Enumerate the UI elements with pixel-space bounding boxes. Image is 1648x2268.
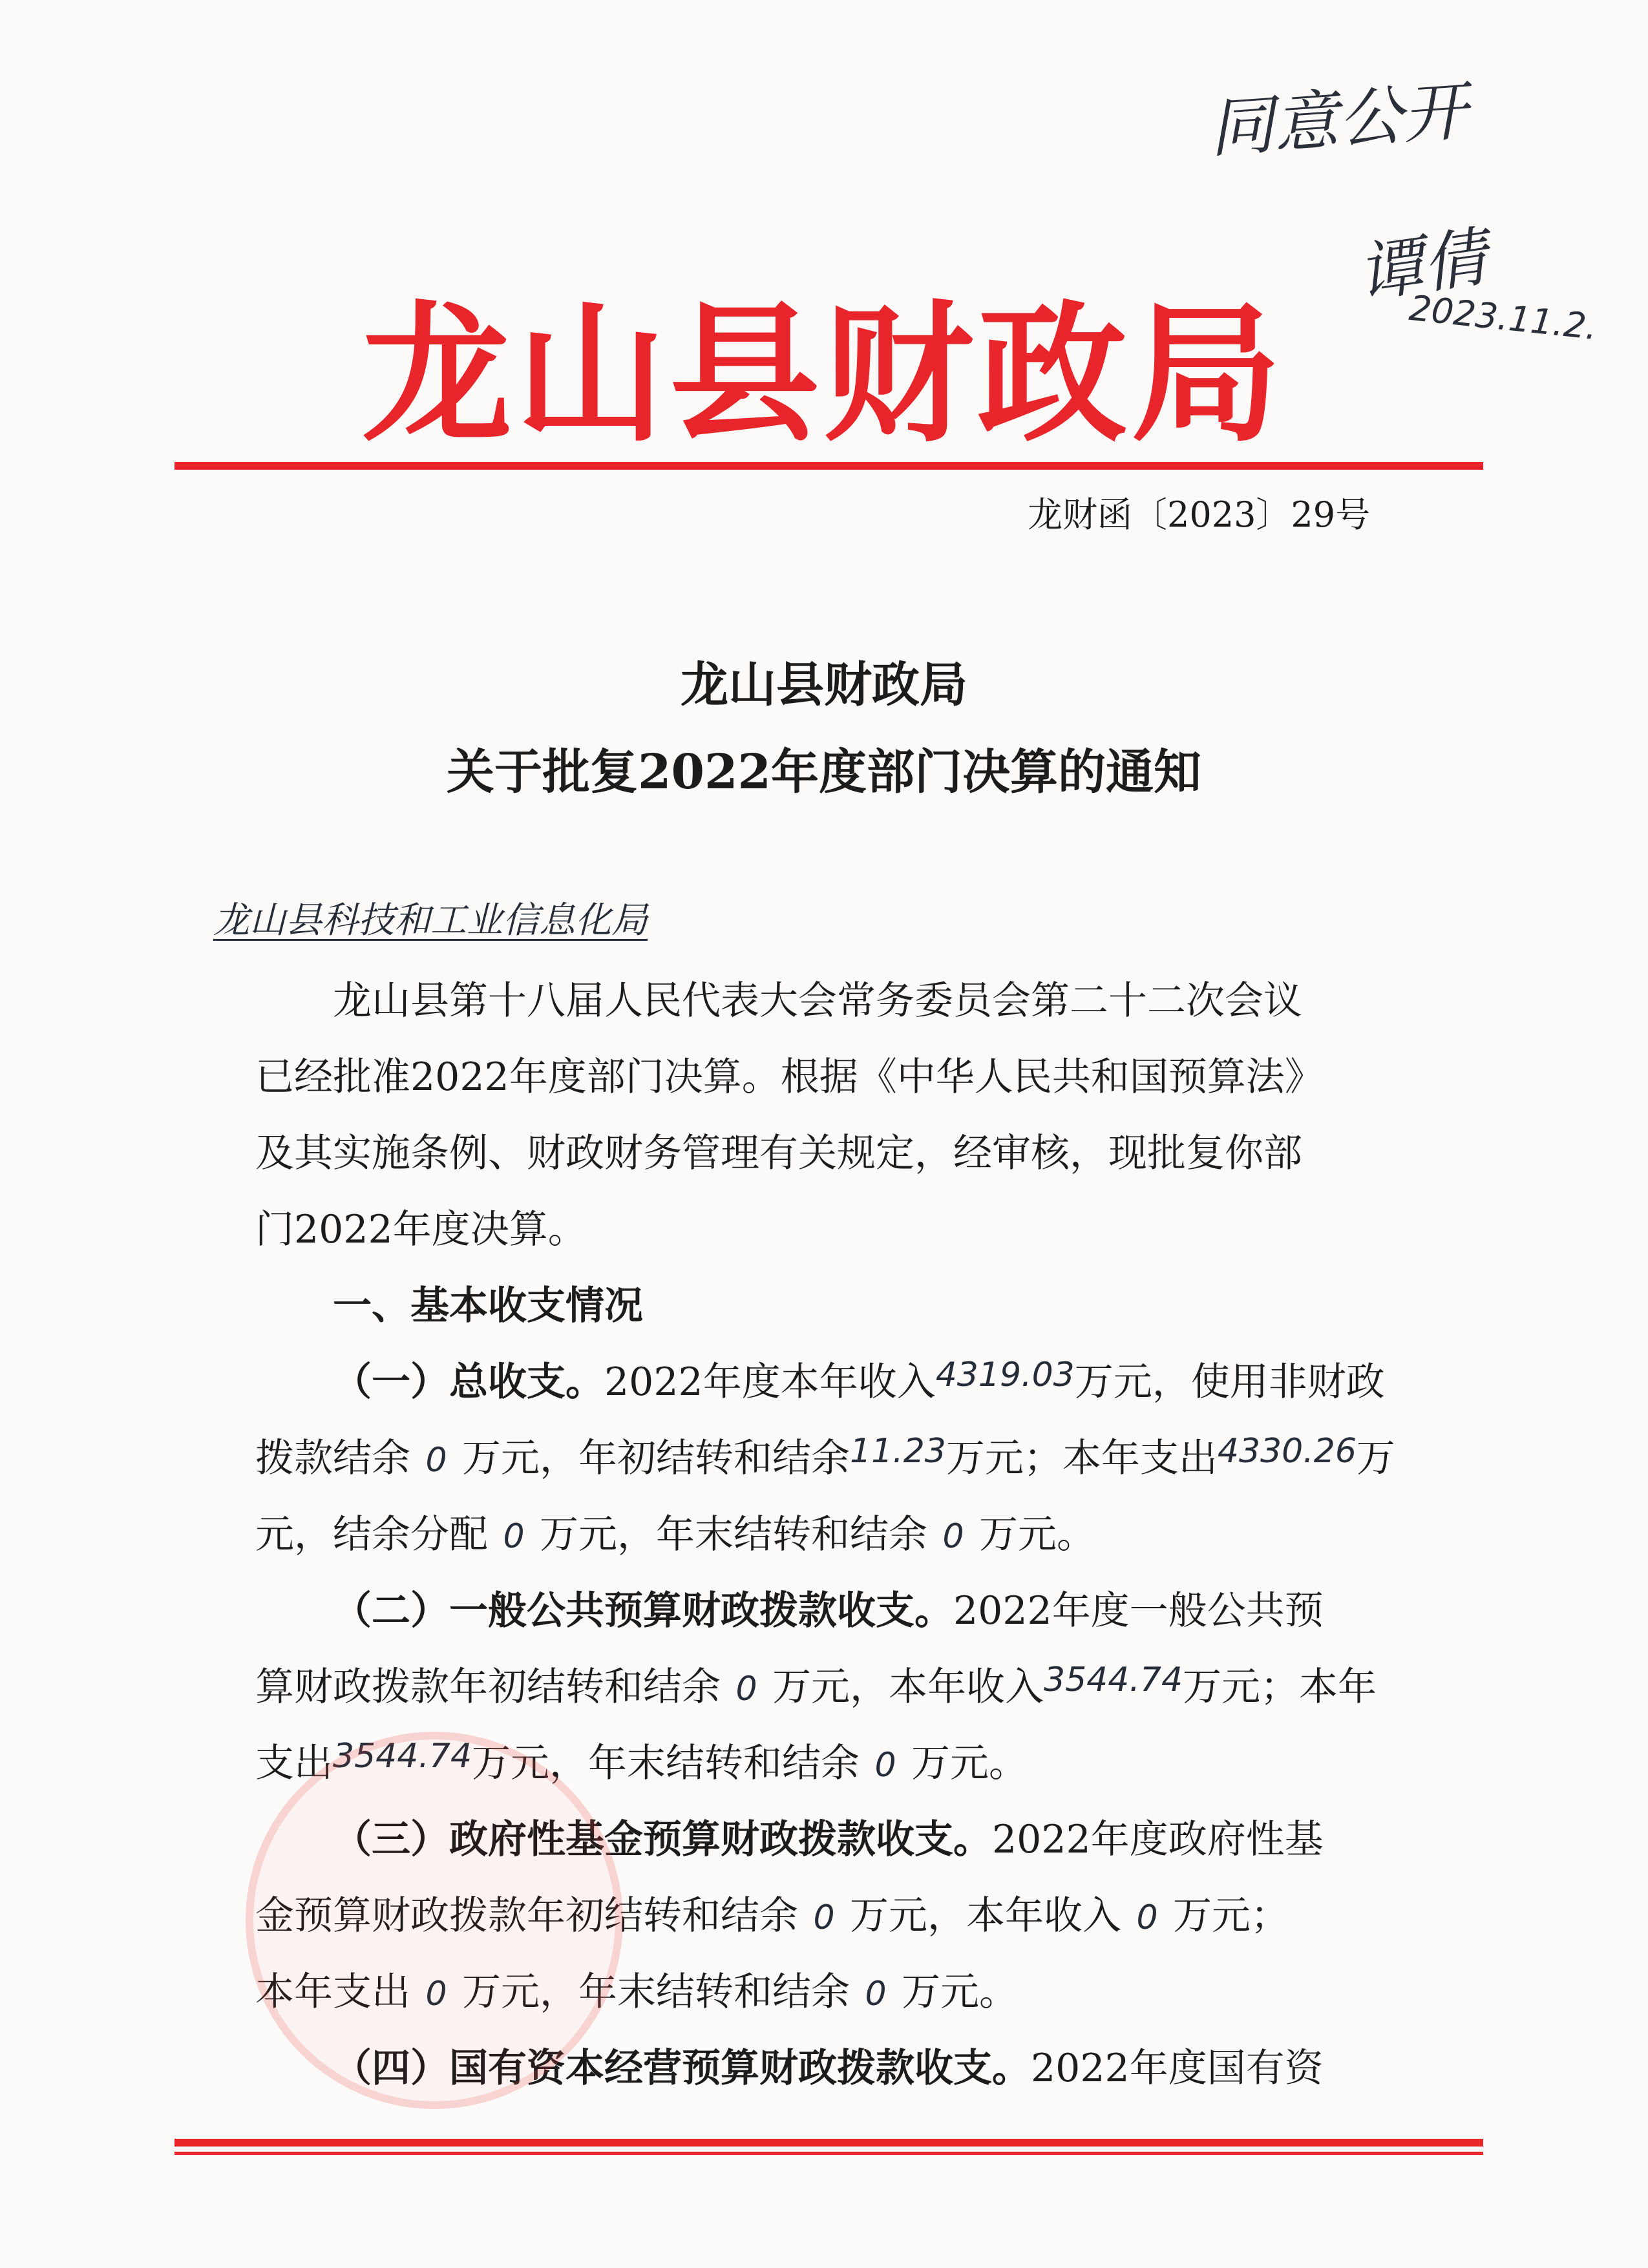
p4-label: （四）国有资本经营预算财政拨款收支。 [333, 2046, 1031, 2091]
p3-label: （三）政府性基金预算财政拨款收支。 [333, 1817, 992, 1862]
p1-line-1: （一）总收支。2022年度本年收入4319.03万元，使用非财政 [333, 1344, 1516, 1422]
p4-line-1: （四）国有资本经营预算财政拨款收支。2022年度国有资 [333, 2046, 1324, 2091]
p2-opening-value: 0 [735, 1670, 757, 1708]
p3-line-1: （三）政府性基金预算财政拨款收支。2022年度政府性基 [333, 1817, 1324, 1862]
handwritten-date: 2023.11.2. [1407, 287, 1600, 348]
p3-income-value: 0 [1136, 1898, 1158, 1937]
p1-nonfiscal-value: 0 [425, 1441, 447, 1480]
p3-line-3: 本年支出 0 万元，年末结转和结余 0 万元。 [255, 1954, 1438, 2032]
p2-closing-value: 0 [874, 1746, 896, 1785]
masthead-title: 龙山县财政局 [362, 288, 1285, 462]
p1-line-2: 拨款结余 0 万元，年初结转和结余11.23万元；本年支出4330.26万 [255, 1420, 1438, 1498]
p3-expense-value: 0 [425, 1975, 447, 2013]
p1-income-value: 4319.03 [935, 1356, 1075, 1394]
p2-label: （二）一般公共预算财政拨款收支。 [333, 1588, 953, 1633]
intro-line-2: 已经批准2022年度部门决算。根据《中华人民共和国预算法》 [255, 1055, 1324, 1100]
footer-red-rule-thin [174, 2152, 1483, 2155]
p1-closing-value: 0 [942, 1517, 964, 1556]
p2-line-2: 算财政拨款年初结转和结余 0 万元，本年收入3544.74万元；本年 [255, 1649, 1438, 1727]
p1-expense-value: 4330.26 [1217, 1432, 1357, 1471]
p1-distribution-value: 0 [503, 1517, 525, 1556]
p2-line-1: （二）一般公共预算财政拨款收支。2022年度一般公共预 [333, 1588, 1324, 1633]
footer-red-rule [174, 2139, 1483, 2147]
document-number: 龙财函〔2023〕29号 [1028, 494, 1371, 535]
p1-line-3: 元，结余分配 0 万元，年末结转和结余 0 万元。 [255, 1496, 1438, 1575]
recipient-name: 龙山县科技和工业信息化局 [213, 899, 648, 941]
p1-label: （一）总收支。 [333, 1360, 604, 1405]
p2-expense-value: 3544.74 [333, 1737, 472, 1776]
p1-opening-value: 11.23 [850, 1432, 946, 1471]
p3-opening-value: 0 [813, 1898, 835, 1937]
p2-line-3: 支出3544.74万元，年末结转和结余 0 万元。 [255, 1725, 1438, 1803]
intro-line-1: 龙山县第十八届人民代表大会常务委员会第二十二次会议 [333, 978, 1302, 1024]
header-red-rule [174, 462, 1483, 470]
title-line-1: 龙山县财政局 [681, 657, 967, 713]
p3-closing-value: 0 [865, 1975, 887, 2013]
faint-seal-icon [246, 1732, 623, 2109]
p3-line-2: 金预算财政拨款年初结转和结余 0 万元，本年收入 0 万元； [255, 1878, 1438, 1956]
title-line-2: 关于批复2022年度部门决算的通知 [447, 744, 1201, 800]
p2-income-value: 3544.74 [1044, 1661, 1183, 1699]
section-heading: 一、基本收支情况 [333, 1283, 643, 1328]
intro-line-3: 及其实施条例、财政财务管理有关规定，经审核，现批复你部 [255, 1131, 1302, 1176]
intro-line-4: 门2022年度决算。 [255, 1207, 587, 1252]
handwritten-approval: 同意公开 [1206, 73, 1470, 167]
handwritten-signature: 谭倩 [1353, 218, 1492, 312]
